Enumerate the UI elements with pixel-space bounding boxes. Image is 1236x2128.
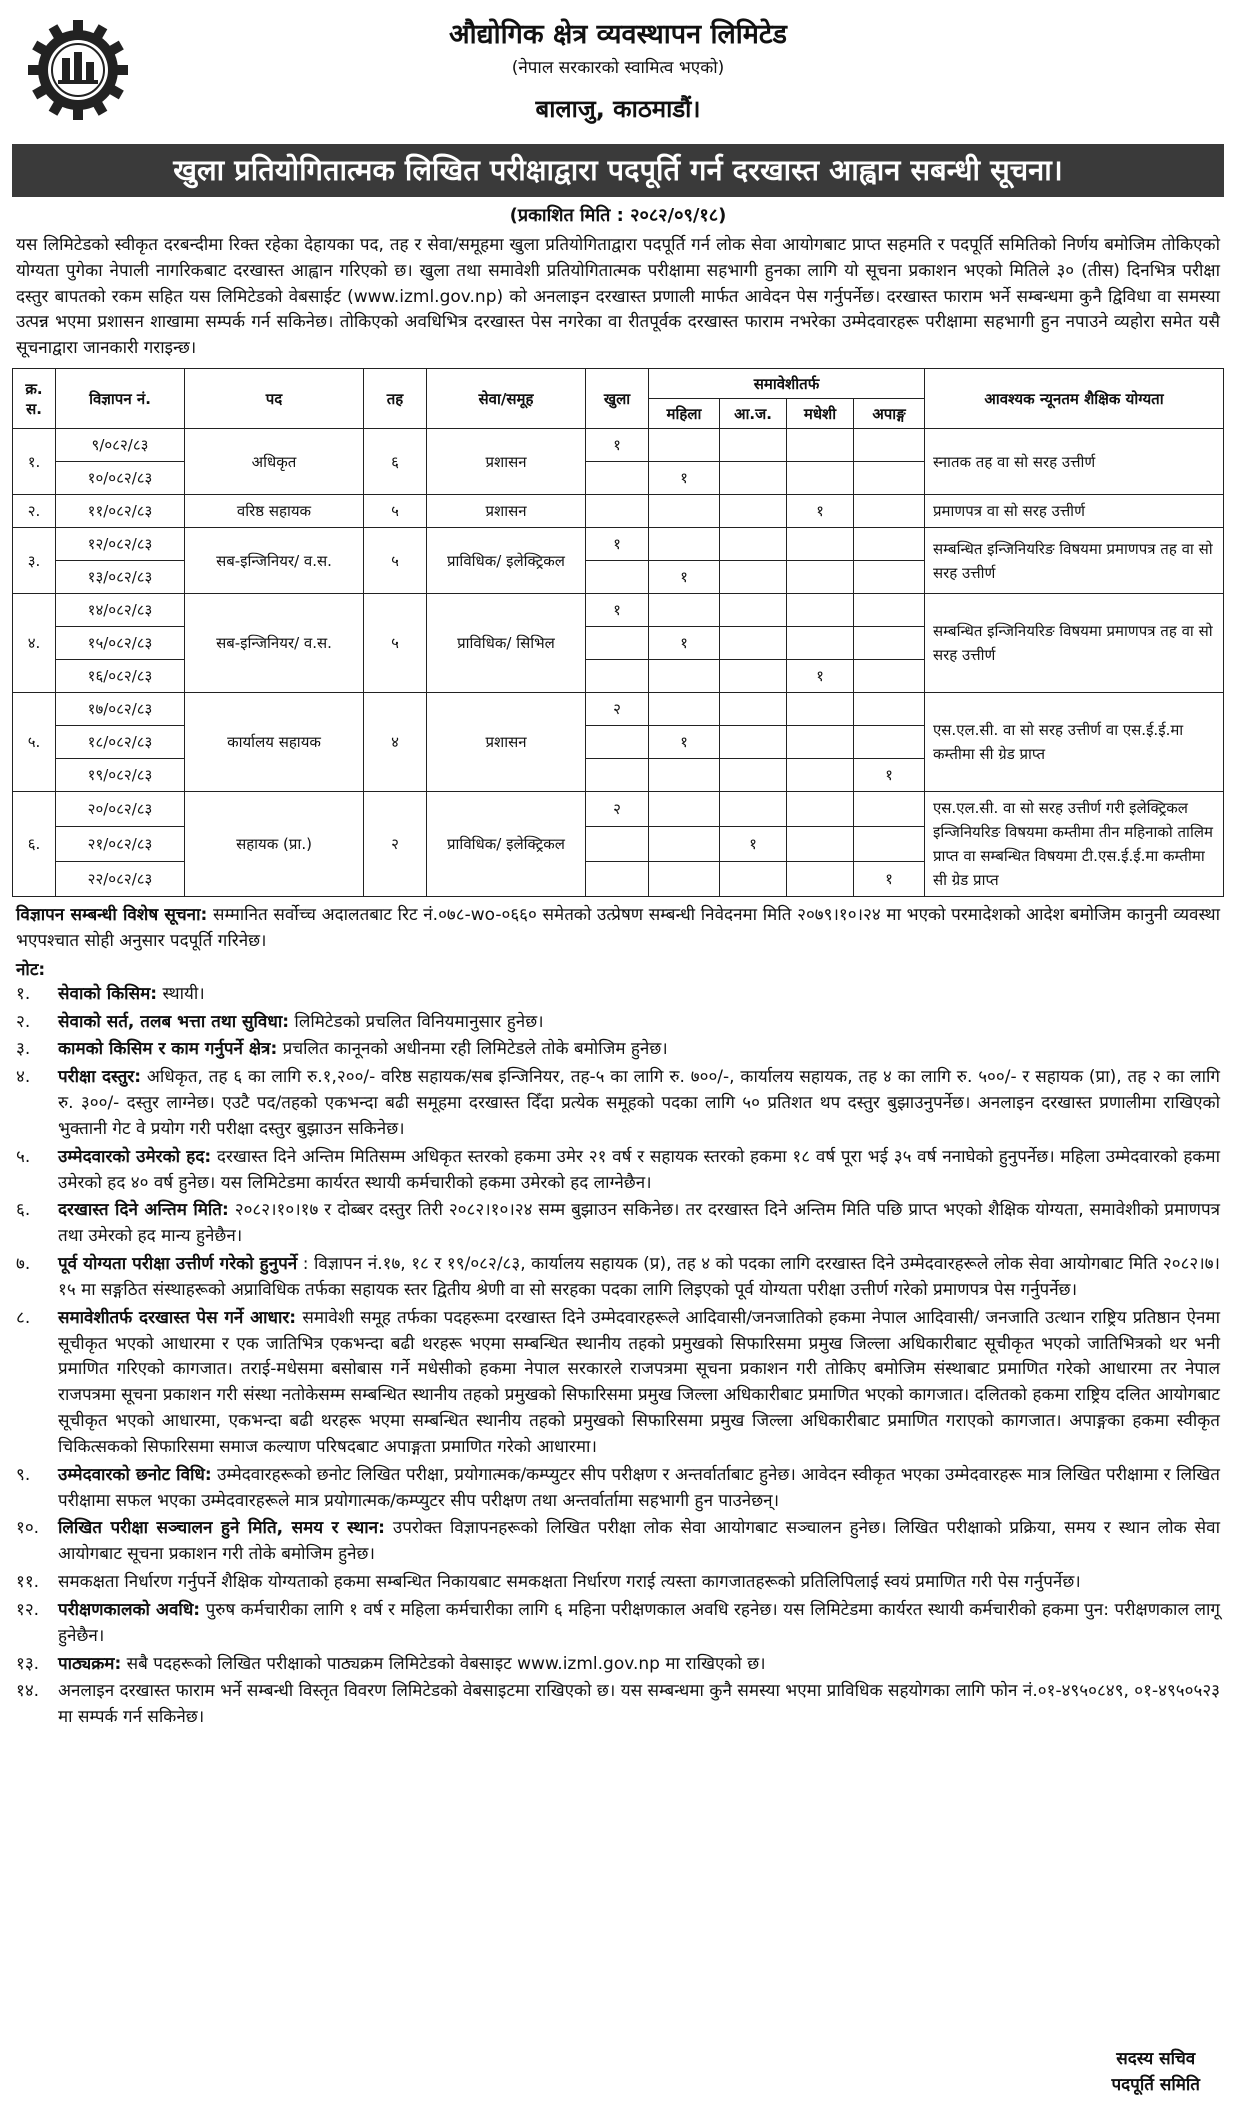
cell-aj [720, 693, 787, 726]
cell-service: प्राविधिक/ इलेक्ट्रिकल [427, 528, 586, 594]
note-title: सेवाको किसिम: [58, 983, 158, 1004]
cell-women [649, 495, 720, 528]
note-item [16, 982, 1220, 1008]
cell-disabled [854, 726, 925, 759]
note-body: अधिकृत, तह ६ का लागि रु.१,२००/- वरिष्ठ सहायक/सब इन्जिनियर, तह-५ का लागि रु. ७००/-, कार्यालय सहायक, तह ४ का लागि रु. ५००/- र सहायक (प्रा), तह २ का लागि रु. ३००/- दस्तुर लाग्नेछ। एउटै पद/तहको एकभन्दा बढी समूहमा दरखास्त दिँदा प्रत्येक समूहको पदका लागि ५० प्रतिशत थप दस्तुर बुझाउनुपर्नेछ। अनलाइन दरखास्त प्रणालीमा राखिएको भुक्तानी गेट वे प्रयोग गरी परीक्षा दस्तुर बुझाउन सकिनेछ। [58, 1067, 1220, 1139]
col-sn: क्र. स. [13, 369, 56, 429]
cell-ad-no: १७/०८२/८३ [56, 693, 185, 726]
gear-logo-icon [26, 18, 130, 122]
cell-sn: २. [13, 495, 56, 528]
cell-disabled [854, 627, 925, 660]
note-item [16, 1570, 1220, 1596]
vacancy-table-body [13, 429, 1224, 897]
note-title: दरखास्त दिने अन्तिम मिति: [58, 1200, 229, 1221]
cell-disabled [854, 462, 925, 495]
cell-aj [720, 462, 787, 495]
cell-open [586, 827, 649, 862]
cell-post: वरिष्ठ सहायक [185, 495, 364, 528]
note-number: १४. [16, 1681, 40, 1702]
cell-disabled [854, 561, 925, 594]
note-body: प्रचलित कानूनको अधीनमा रही लिमिटेडले तोके बमोजिम हुनेछ। [277, 1039, 668, 1060]
cell-sn: १. [13, 429, 56, 495]
cell-level: ४ [364, 693, 427, 792]
cell-women [649, 594, 720, 627]
note-number: १३. [16, 1653, 40, 1674]
cell-open [586, 660, 649, 693]
cell-level: २ [364, 792, 427, 897]
note-text [58, 1065, 1220, 1142]
cell-level: ६ [364, 429, 427, 495]
note-item [16, 1652, 1220, 1678]
note-number: १२. [16, 1599, 40, 1620]
cell-aj [720, 627, 787, 660]
notes-title: नोट: [16, 959, 46, 980]
cell-aj [720, 759, 787, 792]
cell-madhesi [787, 594, 854, 627]
cell-madhesi [787, 827, 854, 862]
note-number: ३. [16, 1039, 31, 1060]
cell-aj [720, 495, 787, 528]
note-number: ६. [16, 1200, 31, 1221]
note-item [16, 1037, 1220, 1063]
cell-madhesi [787, 462, 854, 495]
cell-disabled [854, 594, 925, 627]
note-item [16, 1010, 1220, 1036]
cell-open: १ [586, 594, 649, 627]
note-item [16, 1065, 1220, 1142]
cell-women: १ [649, 462, 720, 495]
cell-disabled [854, 827, 925, 862]
cell-disabled [854, 495, 925, 528]
cell-open: १ [586, 429, 649, 462]
note-body: सबै पदहरूको लिखित परीक्षाको पाठ्यक्रम लिमिटेडको वेबसाइट www.izml.gov.np मा राखिएको छ। [121, 1653, 766, 1674]
col-ad-no: विज्ञापन नं. [56, 369, 185, 429]
col-level: तह [364, 369, 427, 429]
note-text [58, 1306, 1220, 1461]
note-title: परीक्षणकालको अवधि: [58, 1599, 201, 1620]
cell-ad-no: १०/०८२/८३ [56, 462, 185, 495]
cell-ad-no: २०/०८२/८३ [56, 792, 185, 827]
col-disabled: अपाङ्ग [854, 399, 925, 429]
cell-madhesi [787, 759, 854, 792]
cell-ad-no: २२/०८२/८३ [56, 862, 185, 897]
special-notice [16, 903, 1220, 955]
cell-madhesi [787, 429, 854, 462]
signature-title: सदस्य सचिव [1116, 2049, 1196, 2069]
note-number: ८. [16, 1307, 31, 1328]
cell-women: १ [649, 726, 720, 759]
table-row [13, 429, 1224, 462]
cell-aj [720, 660, 787, 693]
note-text [58, 1598, 1220, 1650]
note-number: १. [16, 983, 31, 1004]
cell-open [586, 759, 649, 792]
ownership-note: (नेपाल सरकारको स्वामित्व भएको) [511, 58, 725, 78]
note-title: सेवाको सर्त, तलब भत्ता तथा सुविधा: [58, 1011, 290, 1032]
cell-disabled [854, 528, 925, 561]
cell-post: सब-इन्जिनियर/ व.स. [185, 528, 364, 594]
cell-disabled [854, 693, 925, 726]
col-aj: आ.ज. [720, 399, 787, 429]
vacancy-table [12, 368, 1224, 897]
note-text [58, 1463, 1220, 1515]
cell-ad-no: १५/०८२/८३ [56, 627, 185, 660]
notice-title-banner: खुला प्रतियोगितात्मक लिखित परीक्षाद्वारा पदपूर्ति गर्न दरखास्त आह्वान सबन्धी सूचना। [12, 144, 1224, 197]
cell-qualification: सम्बन्धित इन्जिनियरिङ विषयमा प्रमाणपत्र तह वा सो सरह उत्तीर्ण [925, 594, 1224, 693]
cell-ad-no: १९/०८२/८३ [56, 759, 185, 792]
cell-women [649, 862, 720, 897]
signature-block [1111, 2047, 1200, 2098]
note-body: स्थायी। [157, 983, 205, 1004]
cell-post: कार्यालय सहायक [185, 693, 364, 792]
cell-qualification: एस.एल.सी. वा सो सरह उत्तीर्ण वा एस.ई.ई.मा कम्तीमा सी ग्रेड प्राप्त [925, 693, 1224, 792]
note-title: पाठ्यक्रम: [58, 1653, 122, 1674]
signature-committee: पदपूर्ति समिति [1111, 2074, 1200, 2095]
col-qualification: आवश्यक न्यूनतम शैक्षिक योग्यता [925, 369, 1224, 429]
cell-service: प्राविधिक/ सिभिल [427, 594, 586, 693]
cell-disabled: १ [854, 862, 925, 897]
cell-ad-no: १६/०८२/८३ [56, 660, 185, 693]
cell-level: ५ [364, 495, 427, 528]
note-title: उम्मेदवारको छनोट विधि: [58, 1464, 212, 1485]
note-title: परीक्षा दस्तुर: [58, 1067, 142, 1088]
cell-madhesi [787, 792, 854, 827]
cell-aj [720, 792, 787, 827]
note-number: ४. [16, 1067, 31, 1088]
note-text [58, 1010, 1220, 1036]
cell-open [586, 627, 649, 660]
cell-women [649, 693, 720, 726]
cell-disabled [854, 429, 925, 462]
note-text [58, 1252, 1220, 1304]
note-title: लिखित परीक्षा सञ्चालन हुने मिति, समय र स्थान: [58, 1518, 385, 1539]
cell-qualification: एस.एल.सी. वा सो सरह उत्तीर्ण गरी इलेक्ट्रिकल इन्जिनियरिङ विषयमा कम्तीमा तीन महिनाको तालिम प्राप्त वा सम्बन्धित विषयमा टी.एस.ई.ई.मा कम्तीमा सी ग्रेड प्राप्त [925, 792, 1224, 897]
cell-ad-no: ११/०८२/८३ [56, 495, 185, 528]
cell-ad-no: २१/०८२/८३ [56, 827, 185, 862]
location: बालाजु, काठमाडौं। [535, 95, 701, 123]
note-text [58, 982, 1220, 1008]
cell-sn: ४. [13, 594, 56, 693]
note-item [16, 1679, 1220, 1731]
cell-sn: ६. [13, 792, 56, 897]
note-body: उम्मेदवारहरूको छनोट लिखित परीक्षा, प्रयोगात्मक/कम्प्युटर सीप परीक्षण र अन्तर्वार्ताबाट हुनेछ। आवेदन स्वीकृत भएका उम्मेदवारहरू मात्र लिखित परीक्षामा र लिखित परीक्षामा सफल भएका उम्मेदवारहरूले मात्र प्रयोगात्मक/कम्प्युटर सीप परीक्षण तथा अन्तर्वार्तामा सहभागी हुन पाउनेछन्। [58, 1464, 1220, 1511]
published-date: (प्रकाशित मिति : २०८२/०९/१८) [509, 205, 727, 226]
org-name: औद्योगिक क्षेत्र व्यवस्थापन लिमिटेड [449, 19, 787, 50]
cell-disabled [854, 660, 925, 693]
col-service: सेवा/समूह [427, 369, 586, 429]
cell-open: २ [586, 693, 649, 726]
note-number: ९. [16, 1464, 31, 1485]
special-notice-title: विज्ञापन सम्बन्धी विशेष सूचना: [16, 905, 208, 926]
cell-madhesi [787, 693, 854, 726]
note-item [16, 1145, 1220, 1197]
note-text [58, 1145, 1220, 1197]
cell-open [586, 726, 649, 759]
note-text [58, 1652, 1220, 1678]
note-title: पूर्व योग्यता परीक्षा उत्तीर्ण गरेको हुनुपर्ने [58, 1254, 298, 1275]
cell-madhesi: १ [787, 660, 854, 693]
table-row [13, 693, 1224, 726]
cell-open [586, 862, 649, 897]
table-row [13, 495, 1224, 528]
cell-ad-no: १८/०८२/८३ [56, 726, 185, 759]
note-body: लिमिटेडको प्रचलित विनियमानुसार हुनेछ। [289, 1011, 544, 1032]
header [12, 14, 1224, 132]
cell-level: ५ [364, 528, 427, 594]
cell-women [649, 429, 720, 462]
note-title: समावेशीतर्फ दरखास्त पेस गर्ने आधार: [58, 1307, 297, 1328]
note-body: समकक्षता निर्धारण गर्नुपर्ने शैक्षिक योग्यताको हकमा सम्बन्धित निकायबाट समकक्षता निर्धारण गराई त्यस्ता कागजातहरूको प्रतिलिपिलाई स्वयं प्रमाणित गरी पेस गर्नुपर्नेछ। [58, 1572, 1081, 1593]
note-item [16, 1252, 1220, 1304]
note-item [16, 1306, 1220, 1461]
note-body: उपरोक्त विज्ञापनहरूको लिखित परीक्षा लोक सेवा आयोगबाट सञ्चालन हुनेछ। लिखित परीक्षाको प्रक्रिया, समय र स्थान लोक सेवा आयोगबाट सूचना प्रकाशन गरी तोके बमोजिम हुनेछ। [58, 1518, 1220, 1565]
note-number: ७. [16, 1254, 31, 1275]
note-body: २०८२।१०।१७ र दोब्बर दस्तुर तिरी २०८२।१०।२४ सम्म बुझाउन सकिनेछ। तर दरखास्त दिने अन्तिम मिति पछि प्राप्त भएको शैक्षिक योग्यता, समावेशीको प्रमाणपत्र तथा उमेरको हद मान्य हुनेछैन। [58, 1200, 1221, 1247]
cell-women [649, 759, 720, 792]
note-text [58, 1570, 1220, 1596]
cell-ad-no: १२/०८२/८३ [56, 528, 185, 561]
cell-ad-no: १३/०८२/८३ [56, 561, 185, 594]
cell-open: १ [586, 528, 649, 561]
cell-open [586, 495, 649, 528]
cell-aj [720, 726, 787, 759]
cell-madhesi: १ [787, 495, 854, 528]
cell-madhesi [787, 528, 854, 561]
cell-qualification: प्रमाणपत्र वा सो सरह उत्तीर्ण [925, 495, 1224, 528]
note-title: उम्मेदवारको उमेरको हद: [58, 1146, 212, 1167]
cell-women [649, 660, 720, 693]
cell-madhesi [787, 561, 854, 594]
cell-qualification: सम्बन्धित इन्जिनियरिङ विषयमा प्रमाणपत्र तह वा सो सरह उत्तीर्ण [925, 528, 1224, 594]
note-text [58, 1679, 1220, 1731]
cell-sn: ३. [13, 528, 56, 594]
note-item [16, 1463, 1220, 1515]
table-row [13, 594, 1224, 627]
note-title: कामको किसिम र काम गर्नुपर्ने क्षेत्र: [58, 1039, 278, 1060]
cell-open [586, 462, 649, 495]
cell-disabled [854, 792, 925, 827]
note-body: अनलाइन दरखास्त फाराम भर्ने सम्बन्धी विस्तृत विवरण लिमिटेडको वेबसाइटमा राखिएको छ। यस सम्बन्धमा कुनै समस्या भएमा प्राविधिक सहयोगका लागि फोन नं.०१-४९५०८४९, ०१-४९५०५२३ मा सम्पर्क गर्न सकिनेछ। [58, 1681, 1220, 1728]
note-text [58, 1198, 1220, 1250]
cell-women: १ [649, 561, 720, 594]
note-body: समावेशी समूह तर्फका पदहरूमा दरखास्त दिने उम्मेदवारहरूले आदिवासी/जनजातिको हकमा नेपाल आदिवासी/ जनजाति उत्थान राष्ट्रिय प्रतिष्ठान ऐनमा सूचीकृत भएको आधारमा र एक जातिभित्र एकभन्दा बढी थरहरू भएमा सम्बन्धित स्थानीय तहको प्रमुखको सिफारिसमा प्रमुख जिल्ला अधिकारीबाट सूचीकृत भएको जातिभित्रको थर भनी प्रमाणित गरिएको कागजात। तराई-मधेसमा बसोबास गर्ने मधेसीको हकमा नेपाल सरकारले राजपत्रमा सूचना प्रकाशन गरी तोकिए बमोजिम संस्थाबाट प्रमाणित गरेको आधारमा तर नेपाल राजपत्रमा सूचना प्रकाशन गरी संस्था नतोकेसम्म सम्बन्धित स्थानीय तहको प्रमुखको सिफारिसमा प्रमुख जिल्ला अधिकारीबाट प्रमाणित भएको कागजात। दलितको हकमा राष्ट्रिय दलित आयोगबाट सूचीकृत भएको आधारमा, एकभन्दा बढी थरहरू भएमा सम्बन्धित स्थानीय तहको प्रमुखको सिफारिसमा प्रमुख जिल्ला अधिकारीबाट प्रमाणित गराएको कागजात। अपाङ्गका हकमा स्वीकृत चिकित्सकको सिफारिसमा समाज कल्याण परिषदबाट अपाङ्गता प्रमाणित गरेको आधारमा। [58, 1307, 1220, 1457]
cell-post: अधिकृत [185, 429, 364, 495]
cell-aj [720, 594, 787, 627]
special-notice-text: सम्मानित सर्वोच्च अदालतबाट रिट नं.०७८-wo-०६६० समेतको उत्प्रेषण सम्बन्धी निवेदनमा मिति २०७९।१०।२४ मा भएको परमादेशको आदेश बमोजिम कानुनी व्यवस्था भएपश्चात सोही अनुसार पदपूर्ति गरिनेछ। [16, 905, 1220, 951]
cell-post: सब-इन्जिनियर/ व.स. [185, 594, 364, 693]
col-open: खुला [586, 369, 649, 429]
intro-paragraph: यस लिमिटेडको स्वीकृत दरबन्दीमा रिक्त रहेका देहायका पद, तह र सेवा/समूहमा खुला प्रतियोगिताद्वारा पदपूर्ति गर्न लोक सेवा आयोगबाट प्राप्त सहमति र पदपूर्ति समितिको निर्णय बमोजिम तोकिएको योग्यता पुगेका नेपाली नागरिकबाट दरखास्त आह्वान गरिएको छ। खुला तथा समावेशी प्रतियोगितात्मक परीक्षामा सहभागी हुनका लागि यो सूचना प्रकाशन भएको मितिले ३० (तीस) दिनभित्र परीक्षा दस्तुर बापतको रकम सहित यस लिमिटेडको वेबसाईट (www.izml.gov.np) को अनलाइन दरखास्त प्रणाली मार्फत आवेदन पेस गर्नुपर्नेछ। दरखास्त फाराम भर्ने सम्बन्धमा कुनै द्विविधा वा समस्या उत्पन्न भएमा प्रशासन शाखामा सम्पर्क गर्न सकिनेछ। तोकिएको अवधिभित्र दरखास्त पेस नगरेका वा रीतपूर्वक दरखास्त फाराम नभरेका उम्मेदवारहरू परीक्षामा सहभागी हुन नपाउने व्यहोरा समेत यसै सूचनाद्वारा जानकारी गराइन्छ। [16, 235, 1220, 359]
cell-aj [720, 561, 787, 594]
table-row [13, 792, 1224, 827]
cell-ad-no: ९/०८२/८३ [56, 429, 185, 462]
note-number: २. [16, 1011, 31, 1032]
col-madhesi: मधेशी [787, 399, 854, 429]
cell-post: सहायक (प्रा.) [185, 792, 364, 897]
note-text [58, 1037, 1220, 1063]
col-inclusive: समावेशीतर्फ [649, 369, 925, 399]
cell-service: प्राविधिक/ इलेक्ट्रिकल [427, 792, 586, 897]
cell-women [649, 528, 720, 561]
cell-women [649, 827, 720, 862]
cell-level: ५ [364, 594, 427, 693]
cell-madhesi [787, 862, 854, 897]
cell-service: प्रशासन [427, 495, 586, 528]
cell-aj [720, 862, 787, 897]
cell-qualification: स्नातक तह वा सो सरह उत्तीर्ण [925, 429, 1224, 495]
cell-women [649, 792, 720, 827]
cell-sn: ५. [13, 693, 56, 792]
col-women: महिला [649, 399, 720, 429]
col-post: पद [185, 369, 364, 429]
note-text [58, 1516, 1220, 1568]
note-item [16, 1516, 1220, 1568]
note-item [16, 1198, 1220, 1250]
notes-list [12, 982, 1224, 1731]
note-item [16, 1598, 1220, 1650]
note-number: ११. [16, 1572, 40, 1593]
cell-madhesi [787, 627, 854, 660]
cell-aj [720, 429, 787, 462]
note-body: पुरुष कर्मचारीका लागि १ वर्ष र महिला कर्मचारीका लागि ६ महिना परीक्षणकाल अवधि रहनेछ। यस लिमिटेडमा कार्यरत स्थायी कर्मचारीको हकमा पुन: परीक्षणकाल लागू हुनेछैन। [58, 1599, 1220, 1646]
note-number: ५. [16, 1146, 31, 1167]
cell-ad-no: १४/०८२/८३ [56, 594, 185, 627]
table-row [13, 528, 1224, 561]
cell-disabled: १ [854, 759, 925, 792]
cell-open: २ [586, 792, 649, 827]
cell-madhesi [787, 726, 854, 759]
note-body: : विज्ञापन नं.१७, १८ र १९/०८२/८३, कार्यालय सहायक (प्र), तह ४ को पदका लागि दरखास्त दिने उम्मेदवारहरूले लोक सेवा आयोगबाट मिति २०८२।७।१५ मा सङ्गठित संस्थाहरूको अप्राविधिक तर्फका सहायक स्तर द्वितीय श्रेणी वा सो सरहका पदका लागि लिइएको पूर्व योग्यता परीक्षा उत्तीर्ण गरेको प्रमाणपत्र पेस गर्नुपर्नेछ। [58, 1254, 1221, 1300]
note-body: दरखास्त दिने अन्तिम मितिसम्म अधिकृत स्तरको हकमा उमेर २१ वर्ष र सहायक स्तरको हकमा १८ वर्ष पूरा भई ३५ वर्ष ननाघेको हुनुपर्नेछ। महिला उम्मेदवारको हकमा उमेरको हद ४० वर्ष हुनेछ। यस लिमिटेडमा कार्यरत स्थायी कर्मचारीको हकमा उमेरको हद लाग्नेछैन। [58, 1146, 1220, 1193]
cell-open [586, 561, 649, 594]
cell-aj [720, 528, 787, 561]
cell-service: प्रशासन [427, 429, 586, 495]
cell-aj: १ [720, 827, 787, 862]
note-number: १०. [16, 1518, 40, 1539]
cell-women: १ [649, 627, 720, 660]
cell-service: प्रशासन [427, 693, 586, 792]
